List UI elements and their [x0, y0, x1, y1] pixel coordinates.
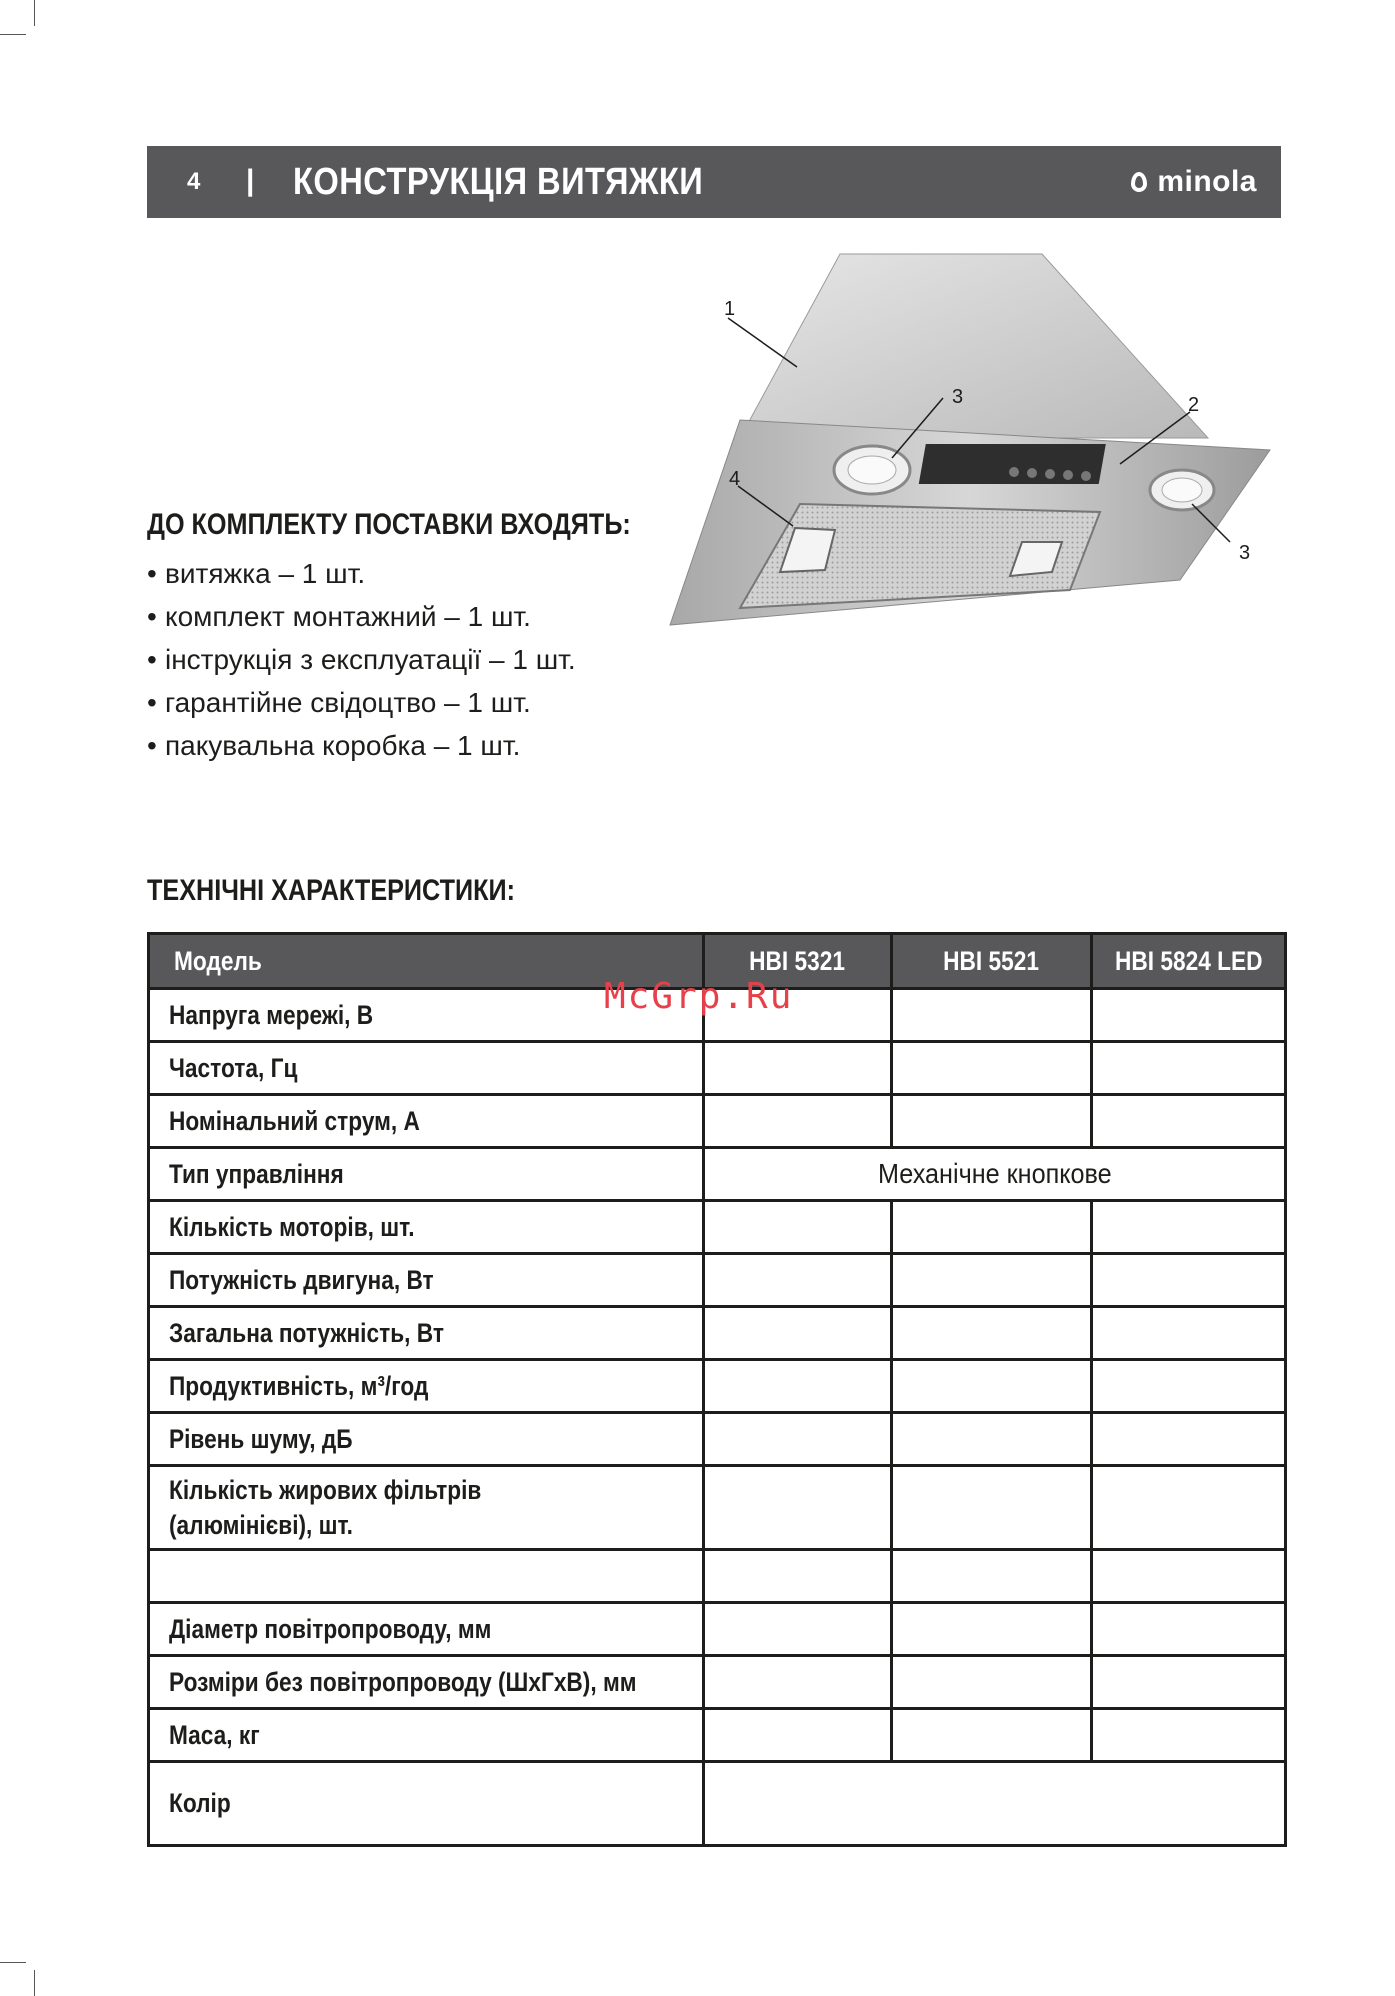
table-cell — [892, 1095, 1092, 1148]
row-label: Колір — [149, 1762, 704, 1846]
table-row — [149, 1603, 1286, 1656]
table-cell — [892, 1254, 1092, 1307]
table-cell — [1092, 1413, 1286, 1466]
crop-mark — [0, 34, 26, 35]
list-item: • витяжка – 1 шт. — [147, 558, 366, 589]
column-header: HBI 5824 LED — [1092, 934, 1286, 989]
table-row — [149, 1148, 1286, 1201]
header-separator: | — [246, 164, 255, 197]
control-type-value: Механічне кнопкове — [704, 1148, 1286, 1201]
table-cell — [704, 1201, 892, 1254]
table-cell — [892, 1307, 1092, 1360]
table-row — [149, 1254, 1286, 1307]
specs-heading: ТЕХНІЧНІ ХАРАКТЕРИСТИКИ: — [147, 874, 516, 907]
row-label: Кількість жирових фільтрів (алюмінієві), шт. — [149, 1466, 704, 1550]
table-cell — [1092, 1201, 1286, 1254]
table-cell — [892, 989, 1092, 1042]
row-label — [149, 1550, 704, 1603]
table-row — [149, 1762, 1286, 1846]
table-cell — [892, 1603, 1092, 1656]
table-cell — [704, 1603, 892, 1656]
table-cell — [892, 1550, 1092, 1603]
column-header: HBI 5321 — [704, 934, 892, 989]
control-button — [1081, 471, 1091, 481]
control-button — [1027, 468, 1037, 478]
table-cell — [704, 1413, 892, 1466]
brand-name: minola — [1157, 165, 1257, 198]
table-cell — [892, 1360, 1092, 1413]
table-cell — [1092, 1709, 1286, 1762]
row-label: Кількість моторів, шт. — [149, 1201, 704, 1254]
callout-label: 1 — [724, 298, 736, 320]
table-row — [149, 1307, 1286, 1360]
table-cell — [892, 1201, 1092, 1254]
list-item: • інструкція з експлуатації – 1 шт. — [147, 644, 576, 675]
drop-icon — [1131, 172, 1147, 192]
table-cell — [1092, 1042, 1286, 1095]
table-cell — [704, 1360, 892, 1413]
crop-mark — [0, 1962, 26, 1963]
table-cell — [704, 1042, 892, 1095]
column-header: HBI 5521 — [892, 934, 1092, 989]
table-cell — [892, 1413, 1092, 1466]
table-cell — [1092, 1095, 1286, 1148]
hood-housing — [740, 254, 1208, 438]
table-row — [149, 1656, 1286, 1709]
row-label: Діаметр повітропроводу, мм — [149, 1603, 704, 1656]
control-button — [1045, 469, 1055, 479]
column-header-model: Модель — [149, 934, 704, 989]
table-cell — [1092, 1656, 1286, 1709]
table-row — [149, 1201, 1286, 1254]
row-label: Загальна потужність, Вт — [149, 1307, 704, 1360]
table-cell — [1092, 1360, 1286, 1413]
table-cell — [892, 1466, 1092, 1550]
kit-heading: ДО КОМПЛЕКТУ ПОСТАВКИ ВХОДЯТЬ: — [147, 508, 631, 541]
table-row — [149, 1095, 1286, 1148]
table-cell — [704, 1254, 892, 1307]
row-label: Продуктивність, м³/год — [149, 1360, 704, 1413]
table-row — [149, 1466, 1286, 1550]
control-button — [1063, 470, 1073, 480]
range-hood-illustration — [660, 250, 1280, 630]
row-label: Напруга мережі, В — [149, 989, 704, 1042]
table-row — [149, 1413, 1286, 1466]
list-item: • комплект монтажний – 1 шт. — [147, 601, 531, 632]
row-label: Тип управління — [149, 1148, 704, 1201]
table-cell — [892, 1709, 1092, 1762]
table-cell — [704, 1550, 892, 1603]
row-label: Рівень шуму, дБ — [149, 1413, 704, 1466]
table-cell — [704, 1466, 892, 1550]
table-row — [149, 1709, 1286, 1762]
callout-label: 3 — [952, 386, 964, 408]
kit-list — [147, 552, 576, 767]
specs-table — [147, 932, 1287, 1847]
table-cell — [1092, 1254, 1286, 1307]
callout-label: 3 — [1239, 542, 1251, 564]
crop-mark — [34, 1970, 35, 1996]
crop-mark — [34, 0, 35, 26]
table-row — [149, 1360, 1286, 1413]
table-cell — [892, 1656, 1092, 1709]
brand-logo — [1131, 146, 1257, 218]
row-label: Номінальний струм, А — [149, 1095, 704, 1148]
table-row — [149, 1042, 1286, 1095]
table-cell — [1092, 1603, 1286, 1656]
control-panel — [919, 444, 1106, 484]
table-cell — [704, 1656, 892, 1709]
table-cell — [1092, 1466, 1286, 1550]
table-cell — [892, 1042, 1092, 1095]
watermark: McGrp.Ru — [604, 976, 794, 1017]
callout-label: 4 — [729, 468, 741, 490]
color-value — [704, 1762, 1286, 1846]
control-button — [1009, 467, 1019, 477]
table-cell — [704, 1307, 892, 1360]
row-label: Розміри без повітропроводу (ШхГхВ), мм — [149, 1656, 704, 1709]
lamp — [848, 456, 896, 484]
table-cell — [704, 1709, 892, 1762]
table-cell — [1092, 1307, 1286, 1360]
row-label: Маса, кг — [149, 1709, 704, 1762]
table-cell — [1092, 1550, 1286, 1603]
page-number: 4 — [187, 168, 201, 195]
lamp — [1162, 478, 1202, 502]
row-label: Частота, Гц — [149, 1042, 704, 1095]
table-cell — [704, 1095, 892, 1148]
table-cell — [1092, 989, 1286, 1042]
row-label: Потужність двигуна, Вт — [149, 1254, 704, 1307]
section-header — [147, 146, 1281, 218]
list-item: • гарантійне свідоцтво – 1 шт. — [147, 687, 531, 718]
page-title: КОНСТРУКЦІЯ ВИТЯЖКИ — [293, 161, 704, 203]
table-row — [149, 1550, 1286, 1603]
callout-label: 2 — [1188, 394, 1200, 416]
list-item: • пакувальна коробка – 1 шт. — [147, 730, 521, 761]
